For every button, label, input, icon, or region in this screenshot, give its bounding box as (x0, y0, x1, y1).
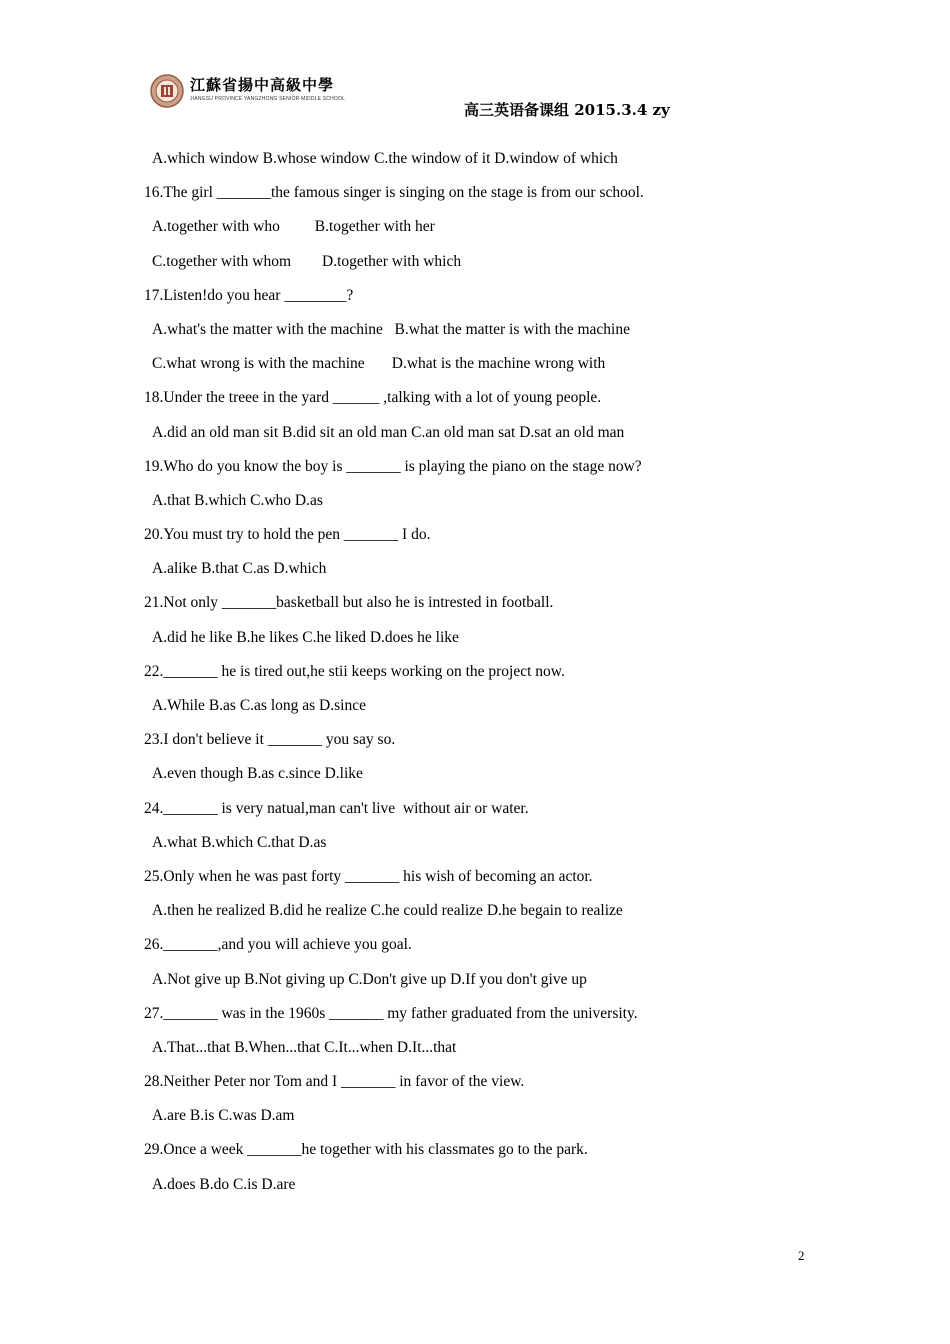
answer-options: A.what B.which C.that D.as (152, 833, 327, 851)
page-number: 2 (798, 1248, 805, 1263)
answer-options: A.then he realized B.did he realize C.he could realize D.he begain to realize (152, 902, 623, 920)
answer-options: A.what's the matter with the machine B.what the matter is with the machine (152, 320, 630, 338)
question-text: 24._______ is very natual,man can't live without air or water. (144, 799, 529, 817)
answer-options: A.did he like B.he likes C.he liked D.does he like (152, 628, 459, 646)
header-title: 高三英语备课组 2015.3.4 zy (464, 101, 670, 119)
answer-options: A.does B.do C.is D.are (152, 1175, 296, 1193)
answer-options: A.even though B.as c.since D.like (152, 765, 363, 783)
question-text: 19.Who do you know the boy is _______ is playing the piano on the stage now? (144, 457, 642, 475)
question-text: 20.You must try to hold the pen _______ I do. (144, 526, 431, 544)
answer-options: A.While B.as C.as long as D.since (152, 697, 366, 714)
answer-options: A.which window B.whose window C.the window of it D.window of which (152, 150, 618, 167)
answer-options: A.are B.is C.was D.am (152, 1107, 295, 1125)
question-text: 16.The girl _______the famous singer is singing on the stage is from our school. (144, 184, 644, 202)
school-logo (150, 70, 346, 112)
answer-options: A.That...that B.When...that C.It...when D.It...that (152, 1038, 457, 1056)
question-text: 18.Under the treee in the yard ______ ,talking with a lot of young people. (144, 389, 602, 407)
answer-options: A.alike B.that C.as D.which (152, 560, 327, 578)
logo-english-text: JIANGSU PROVINCE YANGZHONG SENIOR MIDDLE SCHOOL (190, 96, 346, 102)
question-text: 29.Once a week _______he together with his classmates go to the park. (144, 1141, 588, 1159)
answer-options: C.what wrong is with the machine D.what is the machine wrong with (152, 355, 606, 373)
question-text: 26._______,and you will achieve you goal. (144, 936, 412, 954)
answer-options: A.did an old man sit B.did sit an old man C.an old man sat D.sat an old man (152, 423, 625, 441)
school-emblem-icon (150, 72, 184, 110)
question-text: 23.I don't believe it _______ you say so. (144, 731, 396, 749)
question-text: 21.Not only _______basketball but also he is intrested in football. (144, 594, 554, 612)
answer-options: A.together with who B.together with her (152, 218, 435, 236)
question-text: 17.Listen!do you hear ________? (144, 286, 354, 304)
answer-options: A.Not give up B.Not giving up C.Don't give up D.If you don't give up (152, 970, 587, 988)
question-text: 22._______ he is tired out,he stii keeps working on the project now. (144, 662, 565, 680)
question-text: 25.Only when he was past forty _______ his wish of becoming an actor. (144, 867, 593, 885)
answer-options: C.together with whom D.together with which (152, 252, 462, 270)
question-text: 28.Neither Peter nor Tom and I _______ in favor of the view. (144, 1073, 525, 1091)
answer-options: A.that B.which C.who D.as (152, 491, 323, 509)
question-list (144, 148, 824, 1208)
question-text: 27._______ was in the 1960s _______ my father graduated from the university. (144, 1004, 638, 1022)
page-header (150, 70, 680, 120)
logo-chinese-text: 江蘇省揚中高級中學 (190, 76, 335, 94)
